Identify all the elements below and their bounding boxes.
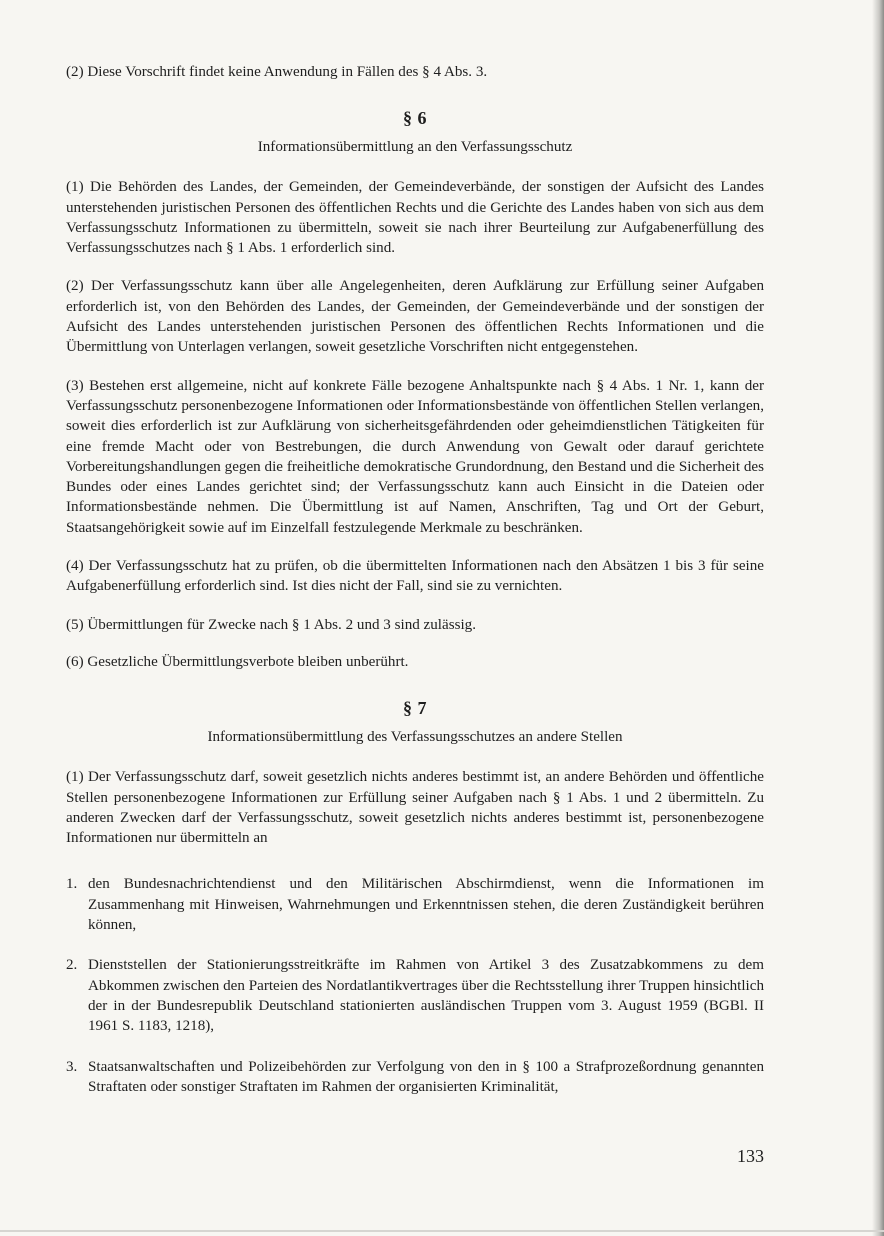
bottom-scan-line (0, 1230, 884, 1232)
list-item (66, 955, 764, 1036)
section-6-paragraph-3: (3) Bestehen erst allgemeine, nicht auf konkrete Fälle bezogene Anhaltspunkte nach § 4 Abs. 1 Nr. 1, kann der Verfassungsschutz personenbezogene Informationen oder Informationsbestände von öffentlichen Stellen verlangen, soweit dies erforderlich ist zur Aufklärung von sicherheitsgefährdenden oder geheimdienstlichen Tätigkeiten für eine fremde Macht oder von Bestrebungen, die durch Anwendung von Gewalt oder darauf gerichtete Vorbereitungshandlungen gegen die freiheitliche demokratische Grundordnung, den Bestand und die Sicherheit des Bundes oder eines Landes gerichtet sind; der Verfassungsschutz kann auch Einsicht in die Dateien oder Informationsbestände nehmen. Die Übermittlung ist auf Namen, Anschriften, Tag und Ort der Geburt, Staatsangehörigkeit sowie auf im Einzelfall festzulegende Merkmale zu beschränken. (66, 377, 764, 536)
section-6-paragraph-4: (4) Der Verfassungsschutz hat zu prüfen, ob die übermittelten Informationen nach den Absätzen 1 bis 3 für seine Aufgabenerfüllung erforderlich sind. Ist dies nicht der Fall, sind sie zu vernichten. (66, 558, 764, 595)
document-page (66, 62, 764, 1172)
section-6-paragraph-6: (6) Gesetzliche Übermittlungsverbote bleiben unberührt. (66, 653, 409, 670)
list-item (66, 874, 764, 935)
intro-paragraph: (2) Diese Vorschrift findet keine Anwendung in Fällen des § 4 Abs. 3. (66, 64, 488, 80)
page-edge-shadow (872, 0, 884, 1236)
section-6-title: Informationsübermittlung an den Verfassungsschutz (257, 139, 573, 156)
list-item-number: 2. (66, 957, 78, 974)
section-6-paragraph-2: (2) Der Verfassungsschutz kann über alle Angelegenheiten, deren Aufklärung zur Erfüllung seiner Aufgaben erforderlich ist, von den Behörden des Landes, der Gemeinden, der Gemeindeverbände und der sonstigen der Aufsicht des Landes unterstehenden juristischen Personen des öffentlichen Rechts Informationen und die Übermittlung von Unterlagen verlangen, soweit gesetzliche Vorschriften nicht entgegenstehen. (66, 278, 764, 356)
list-item-text: den Bundesnachrichtendienst und den Militärischen Abschirmdienst, wenn die Informationen im Zusammenhang mit Hinweisen, Wahrnehmungen und Erkenntnissen stehen, die deren Zuständigkeit berühren können, (88, 876, 764, 934)
list-item (66, 1057, 764, 1098)
section-6-paragraph-5: (5) Übermittlungen für Zwecke nach § 1 Abs. 2 und 3 sind zulässig. (66, 616, 476, 633)
section-7-title: Informationsübermittlung des Verfassungsschutzes an andere Stellen (207, 729, 623, 746)
section-7-paragraph-1: (1) Der Verfassungsschutz darf, soweit gesetzlich nichts anderes bestimmt ist, an andere Behörden und öffentliche Stellen personenbezogene Informationen zur Erfüllung seiner Aufgaben nach § 1 Abs. 1 und 2 übermitteln. Zu anderen Zwecken darf der Verfassungsschutz, soweit gesetzlich nichts anderes bestimmt ist, personenbezogene Informationen nur übermitteln an (66, 769, 764, 847)
list-item-number: 1. (66, 876, 78, 893)
page-number: 133 (737, 1146, 764, 1166)
section-7-list (66, 874, 764, 1097)
list-item-text: Staatsanwaltschaften und Polizeibehörden zur Verfolgung von den in § 100 a Strafprozeßordnung genannten Straftaten oder sonstiger Straftaten im Rahmen der organisierten Kriminalität, (88, 1058, 764, 1095)
section-6-paragraph-1: (1) Die Behörden des Landes, der Gemeinden, der Gemeindeverbände, der sonstigen der Aufsicht des Landes unterstehenden juristischen Personen des öffentlichen Rechts und die Gerichte des Landes haben von sich aus dem Verfassungsschutz Informationen zu übermitteln, soweit sie nach ihrer Beurteilung zur Aufgabenerfüllung des Verfassungsschutzes nach § 1 Abs. 1 erforderlich sind. (66, 179, 764, 257)
list-item-number: 3. (66, 1058, 78, 1075)
list-item-text: Dienststellen der Stationierungsstreitkräfte im Rahmen von Artikel 3 des Zusatzabkommens zu dem Abkommen zwischen den Parteien des Nordatlantikvertrages über die Rechtsstellung ihrer Truppen hinsichtlich der in der Bundesrepublik Deutschland stationierten ausländischen Truppen vom 3. August 1959 (BGBl. II 1961 S. 1183, 1218), (88, 957, 764, 1035)
section-6-heading: § 6 (403, 108, 427, 129)
section-7-heading: § 7 (403, 698, 427, 719)
